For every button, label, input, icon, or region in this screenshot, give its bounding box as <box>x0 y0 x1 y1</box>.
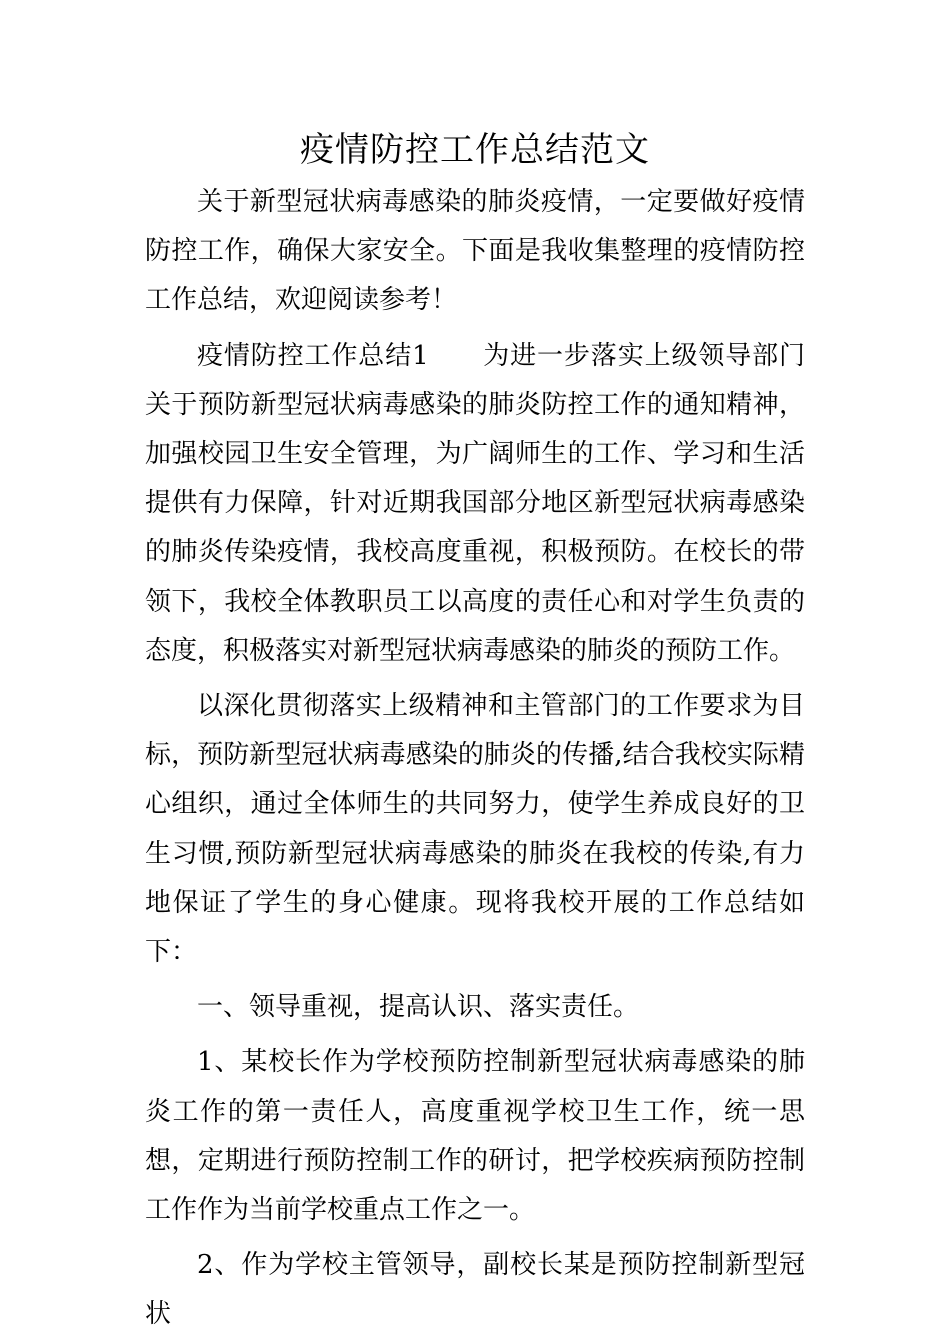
paragraph-goal: 以深化贯彻落实上级精神和主管部门的工作要求为目标，预防新型冠状病毒感染的肺炎的传播,结合我校实际精心组织，通过全体师生的共同努力，使学生养成良好的卫生习惯,预防新型冠状病毒感染的肺炎在我校的传染,有力地保证了学生的身心健康。现将我校开展的工作总结如下： <box>145 691 805 968</box>
document-title: 疫情防控工作总结范文 <box>300 130 650 170</box>
paragraph-section-heading: 一、领导重视，提高认识、落实责任。 <box>197 992 640 1023</box>
paragraph-intro: 关于新型冠状病毒感染的肺炎疫情，一定要做好疫情防控工作，确保大家安全。下面是我收集整理的疫情防控工作总结，欢迎阅读参考！ <box>145 187 805 316</box>
document-body <box>145 178 805 1340</box>
paragraph-item-2: 2、作为学校主管领导，副校长某是预防控制新型冠状 <box>145 1250 805 1330</box>
paragraph-item-1: 1、某校长作为学校预防控制新型冠状病毒感染的肺炎工作的第一责任人，高度重视学校卫生工作，统一思想，定期进行预防控制工作的研讨，把学校疾病预防控制工作作为当前学校重点工作之一。 <box>145 1047 805 1226</box>
paragraph-summary-1: 疫情防控工作总结1 为进一步落实上级领导部门关于预防新型冠状病毒感染的肺炎防控工作的通知精神，加强校园卫生安全管理，为广阔师生的工作、学习和生活提供有力保障，针对近期我国部分地区新型冠状病毒感染的肺炎传染疫情，我校高度重视，积极预防。在校长的带领下，我校全体教职员工以高度的责任心和对学生负责的态度，积极落实对新型冠状病毒感染的肺炎的预防工作。 <box>145 340 805 666</box>
